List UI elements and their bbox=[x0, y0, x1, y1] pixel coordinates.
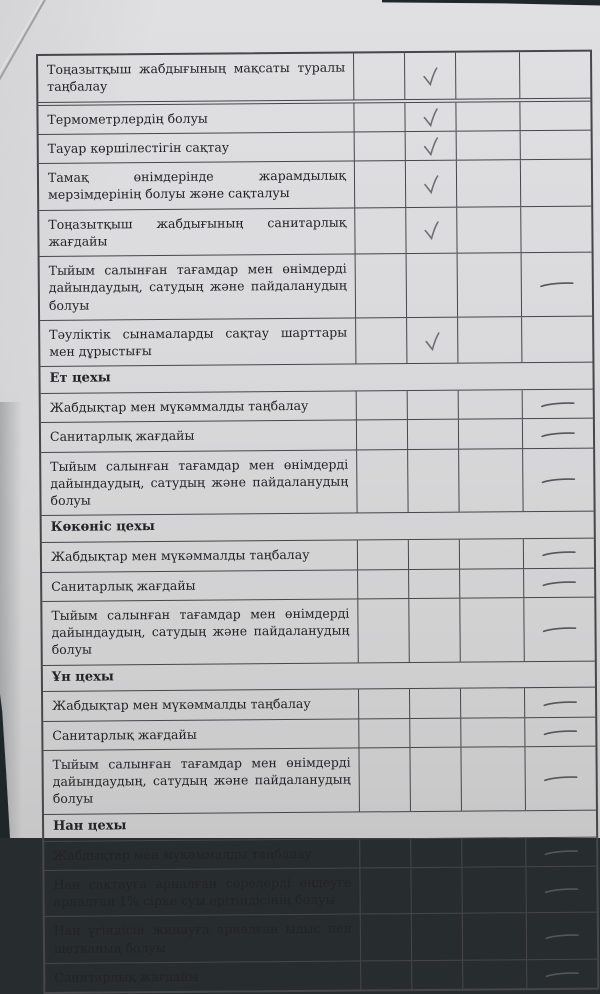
mark-cell-col4 bbox=[520, 101, 590, 130]
mark-cell-col4 bbox=[527, 959, 597, 988]
mark-cell-col1 bbox=[355, 208, 406, 254]
mark-cell-col3 bbox=[456, 102, 520, 131]
section-header bbox=[44, 810, 596, 841]
row-label: Санитарлық жағдайы bbox=[43, 719, 359, 750]
mark-cell-col2 bbox=[408, 420, 459, 449]
mark-cell-col1 bbox=[360, 839, 411, 868]
table-row bbox=[45, 913, 597, 964]
mark-cell-col2 bbox=[407, 254, 458, 317]
row-label: Жабдықтар мен мүкәммалды таңбалау bbox=[42, 541, 358, 572]
dash-mark-icon bbox=[542, 727, 578, 737]
mark-cell-col3 bbox=[463, 960, 527, 989]
row-label: Нан сақтауға арналған сөрелерді өңдеуге арналған 1% сірке суы ерітіндісінің болуы bbox=[44, 868, 360, 916]
mark-cell-col4 bbox=[522, 253, 592, 316]
mark-cell-col2 bbox=[410, 689, 461, 718]
mark-cell-col1 bbox=[361, 961, 412, 990]
mark-cell-col1 bbox=[354, 53, 405, 99]
section-header bbox=[40, 363, 592, 394]
mark-cell-col2 bbox=[409, 540, 460, 569]
mark-cell-col3 bbox=[459, 420, 523, 449]
mark-cell-col2 bbox=[409, 569, 460, 598]
check-mark-icon bbox=[421, 174, 441, 196]
mark-cell-col1 bbox=[357, 450, 408, 513]
mark-cell-col4 bbox=[524, 539, 594, 568]
section-header-label: Ұн цехы bbox=[51, 668, 114, 685]
mark-cell-col4 bbox=[525, 717, 595, 746]
row-label: Тамақ өнімдерінде жарамдылық мерзімдерінің болуы және сақталуы bbox=[39, 161, 355, 209]
dash-mark-icon bbox=[543, 847, 579, 857]
table-row bbox=[39, 130, 591, 164]
mark-cell-col1 bbox=[355, 132, 406, 161]
check-mark-icon bbox=[420, 107, 440, 129]
check-mark-icon bbox=[420, 66, 440, 88]
mark-cell-col3 bbox=[459, 449, 523, 512]
mark-cell-col1 bbox=[361, 914, 412, 960]
mark-cell-col2 bbox=[411, 867, 462, 913]
row-label: Тыйым салынған тағамдар мен өнімдерді дайындаудың, сатудың және пайдаланудың болуы bbox=[43, 748, 359, 813]
table-row bbox=[43, 688, 595, 722]
mark-cell-col1 bbox=[357, 391, 408, 420]
table-row bbox=[41, 390, 593, 424]
table-row bbox=[40, 253, 592, 321]
mark-cell-col1 bbox=[356, 318, 407, 364]
mark-cell-col4 bbox=[524, 597, 594, 660]
table-row bbox=[42, 539, 594, 573]
mark-cell-col1 bbox=[360, 868, 411, 914]
row-label: Тыйым салынған тағамдар мен өнімдерді дайындаудың, сатудың және пайдаланудың болуы bbox=[40, 254, 356, 319]
mark-cell-col3 bbox=[460, 569, 524, 598]
table-row bbox=[39, 206, 591, 257]
mark-cell-col2 bbox=[411, 838, 462, 867]
table-row bbox=[44, 866, 596, 917]
mark-cell-col1 bbox=[357, 420, 408, 449]
mark-cell-col4 bbox=[520, 52, 590, 98]
mark-cell-col4 bbox=[522, 316, 592, 362]
mark-cell-col4 bbox=[523, 390, 593, 419]
dash-mark-icon bbox=[542, 697, 578, 707]
dash-mark-icon bbox=[542, 773, 578, 783]
table-row bbox=[38, 52, 590, 106]
row-label: Санитарлық жағдайы bbox=[41, 421, 357, 452]
row-label: Тәуліктік сынамаларды сақтау шарттары мен дұрыстығы bbox=[40, 318, 356, 366]
mark-cell-col3 bbox=[458, 253, 522, 316]
mark-cell-col3 bbox=[457, 131, 521, 160]
mark-cell-col4 bbox=[521, 160, 591, 206]
mark-cell-col2 bbox=[405, 102, 456, 131]
row-label: Термометрлердің болуы bbox=[38, 103, 354, 134]
section-header-label: Көкөніс цехы bbox=[50, 519, 155, 536]
mark-cell-col4 bbox=[525, 688, 595, 717]
check-mark-icon bbox=[422, 330, 442, 352]
mark-cell-col4 bbox=[526, 866, 596, 912]
mark-cell-col1 bbox=[358, 540, 409, 569]
mark-cell-col4 bbox=[523, 419, 593, 448]
dash-mark-icon bbox=[539, 279, 575, 289]
row-label: Тыйым салынған тағамдар мен өнімдерді дайындаудың, сатудың және пайдаланудың болуы bbox=[42, 599, 358, 664]
row-label: Тауар көршілестігін сақтау bbox=[39, 132, 355, 163]
mark-cell-col1 bbox=[359, 719, 410, 748]
mark-cell-col1 bbox=[359, 748, 410, 811]
table-row bbox=[40, 316, 592, 367]
mark-cell-col2 bbox=[405, 53, 456, 99]
mark-cell-col2 bbox=[406, 161, 457, 207]
mark-cell-col2 bbox=[412, 914, 463, 960]
mark-cell-col3 bbox=[458, 317, 522, 363]
row-label: Жабдықтар мен мүкәммалды таңбалау bbox=[43, 690, 359, 721]
mark-cell-col1 bbox=[356, 254, 407, 317]
table-row bbox=[38, 101, 590, 135]
check-mark-icon bbox=[421, 220, 441, 242]
mark-cell-col3 bbox=[462, 867, 526, 913]
check-mark-icon bbox=[421, 136, 441, 158]
table-row bbox=[41, 419, 593, 453]
mark-cell-col2 bbox=[412, 960, 463, 989]
table-row bbox=[42, 597, 594, 665]
mark-cell-col1 bbox=[354, 103, 405, 132]
mark-cell-col2 bbox=[410, 718, 461, 747]
mark-cell-col2 bbox=[406, 131, 457, 160]
table-row bbox=[41, 448, 593, 516]
dash-mark-icon bbox=[541, 577, 577, 587]
row-label: Нан үгіндісін жинауға арналған ыдыс пен щетканың болуы bbox=[45, 915, 361, 963]
mark-cell-col2 bbox=[407, 317, 458, 363]
table-row bbox=[44, 837, 596, 871]
mark-cell-col3 bbox=[457, 160, 521, 206]
mark-cell-col3 bbox=[462, 838, 526, 867]
mark-cell-col3 bbox=[456, 52, 520, 98]
mark-cell-col1 bbox=[359, 690, 410, 719]
section-header bbox=[43, 661, 595, 692]
row-label: Тыйым салынған тағамдар мен өнімдерді дайындаудың, сатудың және пайдаланудың болуы bbox=[41, 450, 357, 515]
row-label: Санитарлық жағдайы bbox=[42, 570, 358, 601]
mark-cell-col4 bbox=[521, 130, 591, 159]
mark-cell-col2 bbox=[410, 748, 461, 811]
table-row bbox=[45, 959, 597, 992]
dash-mark-icon bbox=[544, 931, 580, 941]
mark-cell-col1 bbox=[358, 570, 409, 599]
mark-cell-col3 bbox=[460, 598, 524, 661]
dash-mark-icon bbox=[540, 475, 576, 485]
row-label: Санитарлық жағдайы bbox=[45, 961, 361, 992]
mark-cell-col3 bbox=[461, 689, 525, 718]
checklist-table bbox=[36, 50, 599, 994]
mark-cell-col4 bbox=[527, 913, 597, 959]
table-row bbox=[39, 160, 591, 211]
dash-mark-icon bbox=[540, 399, 576, 409]
row-label: Тоңазытқыш жабдығының мақсаты туралы таңбалау bbox=[38, 54, 354, 102]
mark-cell-col2 bbox=[408, 449, 459, 512]
mark-cell-col4 bbox=[526, 837, 596, 866]
mark-cell-col3 bbox=[460, 539, 524, 568]
mark-cell-col1 bbox=[358, 599, 409, 662]
mark-cell-col2 bbox=[406, 207, 457, 253]
dash-mark-icon bbox=[541, 548, 577, 558]
section-header-label: Ет цехы bbox=[49, 370, 111, 387]
mark-cell-col4 bbox=[525, 747, 595, 810]
dash-mark-icon bbox=[541, 624, 577, 634]
mark-cell-col3 bbox=[461, 718, 525, 747]
mark-cell-col3 bbox=[461, 747, 525, 810]
table-row bbox=[42, 568, 594, 602]
mark-cell-col1 bbox=[355, 161, 406, 207]
mark-cell-col4 bbox=[523, 448, 593, 511]
dash-mark-icon bbox=[540, 428, 576, 438]
mark-cell-col4 bbox=[524, 568, 594, 597]
dash-mark-icon bbox=[543, 884, 579, 894]
row-label: Жабдықтар мен мүкәммалды таңбалау bbox=[41, 392, 357, 423]
row-label: Тоңазытқыш жабдығының санитарлық жағдайы bbox=[39, 208, 355, 256]
dash-mark-icon bbox=[544, 969, 580, 979]
mark-cell-col2 bbox=[408, 391, 459, 420]
mark-cell-col3 bbox=[463, 913, 527, 959]
table-row bbox=[43, 717, 595, 751]
mark-cell-col3 bbox=[459, 390, 523, 419]
row-label: Жабдықтар мен мүкәммалды таңбалау bbox=[44, 839, 360, 870]
mark-cell-col3 bbox=[457, 207, 521, 253]
mark-cell-col2 bbox=[409, 598, 460, 661]
mark-cell-col4 bbox=[521, 206, 591, 252]
table-row bbox=[43, 747, 595, 815]
section-header-label: Нан цехы bbox=[53, 817, 127, 834]
